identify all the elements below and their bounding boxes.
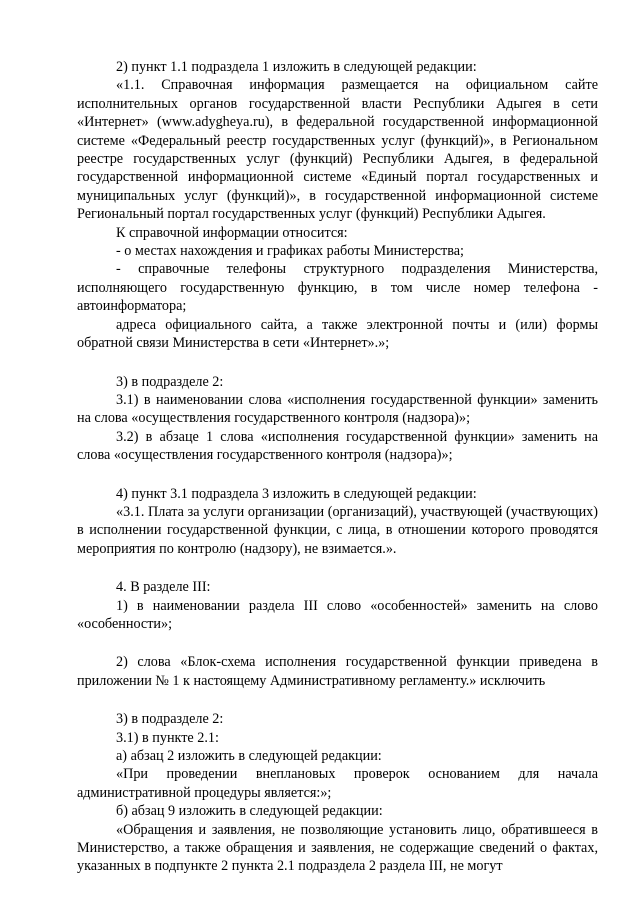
- paragraph: К справочной информации относится:: [116, 224, 348, 241]
- paragraph: «1.1. Справочная информация размещается на официальном сайте исполнительных органов государственной власти Республики Адыгея в сети «Интернет» (www.adygheya.ru), в федеральной государственной информационной системе «Федеральный реестр государственных услуг (функций)», в Региональном реестре государственных услуг (функций) Республики Адыгея, в федеральной государственной информационной системе «Единый портал государственных и муниципальных услуг (функций)», в государственной информационной системе Региональный портал государственных услуг (функций) Республики Адыгея.: [77, 77, 598, 223]
- paragraph: 4) пункт 3.1 подраздела 3 изложить в следующей редакции:: [116, 485, 477, 502]
- paragraph: 3.1) в пункте 2.1:: [116, 729, 219, 746]
- paragraph-spacer: [77, 465, 598, 485]
- paragraph: 1) в наименовании раздела III слово «особенностей» заменить на слово «особенности»;: [77, 597, 598, 632]
- paragraph: 2) слова «Блок-схема исполнения государственной функции приведена в приложении № 1 к настоящему Административному регламенту.» исключить: [77, 654, 598, 689]
- paragraph: адреса официального сайта, а также электронной почты и (или) формы обратной связи Министерства в сети «Интернет».»;: [77, 316, 598, 352]
- paragraph: 3.1) в наименовании слова «исполнения государственной функции» заменить на слова «осуществления государственного контроля (надзора)»;: [77, 391, 598, 427]
- paragraph-spacer: [77, 690, 598, 710]
- paragraph: «3.1. Плата за услуги организации (организаций), участвующей (участвующих) в исполнении государственной функции, с лица, в отношении которого проводятся мероприятия по контролю (надзору), не взимается.».: [77, 503, 598, 557]
- paragraph: б) абзац 9 изложить в следующей редакции:: [116, 803, 383, 820]
- paragraph: «При проведении внеплановых проверок основанием для начала административной процедуры является:»;: [77, 766, 598, 801]
- paragraph: 2) пункт 1.1 подраздела 1 изложить в следующей редакции:: [116, 59, 477, 75]
- paragraph: - справочные телефоны структурного подразделения Министерства, исполняющего государственную функцию, в том числе номер телефона - автоинформатора;: [77, 261, 598, 315]
- paragraph: «Обращения и заявления, не позволяющие установить лицо, обратившееся в Министерство, а также обращения и заявления, не содержащие сведений о фактах, указанных в подпункте 2 пункта 2.1 подраздела 2 раздела III, не могут: [77, 821, 598, 875]
- paragraph: 3) в подразделе 2:: [116, 373, 224, 390]
- paragraph: 3) в подразделе 2:: [116, 711, 224, 728]
- paragraph-spacer: [77, 558, 598, 578]
- paragraph-spacer: [77, 633, 598, 653]
- paragraph: - о местах нахождения и графиках работы Министерства;: [116, 243, 464, 260]
- paragraph: а) абзац 2 изложить в следующей редакции:: [116, 748, 382, 764]
- paragraph-spacer: [77, 353, 598, 373]
- paragraph: 4. В разделе III:: [116, 579, 211, 596]
- paragraph: 3.2) в абзаце 1 слова «исполнения государственной функции» заменить на слова «осуществления государственного контроля (надзора)»;: [77, 428, 598, 464]
